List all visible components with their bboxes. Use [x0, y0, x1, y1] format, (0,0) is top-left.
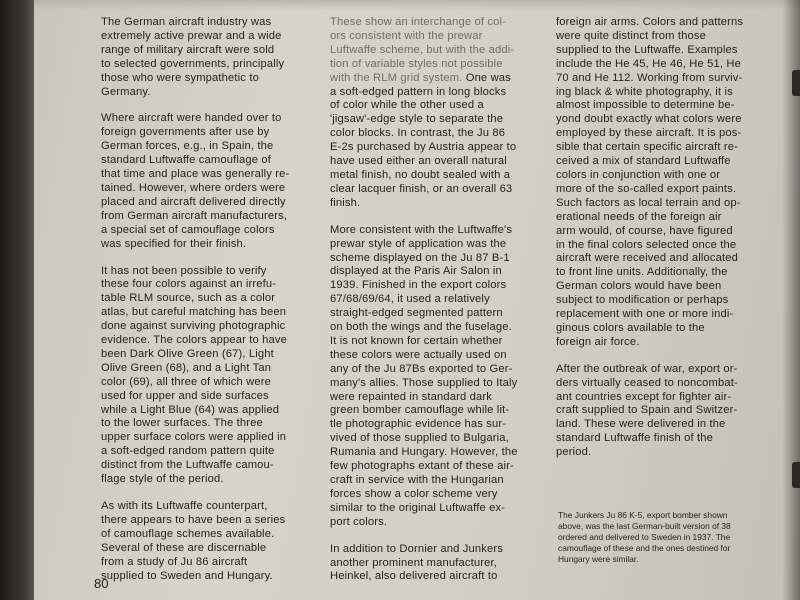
book-binding-edge: [0, 0, 34, 600]
binder-clip-top: [792, 70, 800, 96]
page-top-shadow: [34, 0, 800, 10]
text-column-3: [556, 16, 778, 473]
text-column-1: [101, 16, 315, 596]
col3-paragraph-2: After the outbreak of war, export or- ders virtually ceased to noncombat- ant countries except for fighter air- craft supplied to Spain and Switzer- land. These were delivered in the standard Luftwaffe finish of the period.: [556, 362, 738, 459]
col2-paragraph-2: More consistent with the Luftwaffe's prewar style of application was the scheme displayed on the Ju 87 B-1 displayed at the Paris Air Salon in 1939. Finished in the export colors 67/68/69/64, it used a relatively straight-edged segmented pattern on both the wings and the fuselage. It is not known for certain whether these colors were actually used on any of the Ju 87Bs exported to Ger- many's allies. Those supplied to Italy were repainted in standard dark green bomber camouflage while lit- tle photographic evidence has sur- vived of those supplied to Bulgaria, Rumania and Hungary. However, the few photographs extant of these air- craft in service with the Hungarian forces show a color scheme very similar to the original Luftwaffe ex- port colors.: [330, 223, 518, 528]
page-number: 80: [94, 576, 109, 591]
col2-paragraph-3: In addition to Dornier and Junkers another prominent manufacturer, Heinkel, also delivered aircraft to: [330, 542, 504, 583]
col2-paragraph-1-rest: One was a soft-edged pattern in long blocks of color while the other used a 'jigsaw'-edge style to separate the color blocks. In contrast, the Ju 86 E-2s purchased by Austria appear to have used either an overall natural metal finish, no doubt sealed with a clear lacquer finish, or an overall 63 finish.: [330, 71, 517, 209]
col3-paragraph-1: foreign air arms. Colors and patterns were quite distinct from those supplied to the Luftwaffe. Examples include the He 45, He 46, He 51, He 70 and He 112. Working from surviv- ing black & white photography, it is almost impossible to determine be- yond doubt exactly what colors were employed by these aircraft. It is pos- sible that certain specific aircraft re- ceived a mix of standard Luftwaffe colors in conjunction with one or more of the so-called export paints. Such factors as local terrain and op- erational needs of the foreign air arm would, of course, have figured in the final colors selected once the aircraft were received and allocated to front line units. Additionally, the German colors would have been subject to modification or perhaps replacement with one or more indi- ginous colors available to the foreign air force.: [556, 16, 744, 348]
binder-clip-bottom: [792, 462, 800, 488]
text-column-2: [330, 16, 538, 597]
col2-paragraph-1: [330, 16, 538, 211]
col1-paragraph-3: It has not been possible to verify these four colors against an irrefu- table RLM source, such as a color atlas, but careful matching has been done against surviving photographic evidence. The colors appear to have been Dark Olive Green (67), Light Olive Green (68), and a Light Tan color (69), all three of which were used for upper and side surfaces while a Light Blue (64) was applied to the lower surfaces. The three upper surface colors were applied in a soft-edged random pattern quite distinct from the Luftwaffe camou- flage style of the period.: [101, 264, 288, 486]
col1-paragraph-4: As with its Luftwaffe counterpart, there appears to have been a series of camouflage schemes available. Several of these are discernable from a study of Ju 86 aircraft supplied to Sweden and Hungary.: [101, 500, 286, 582]
photo-caption: The Junkers Ju 86 K-5, export bomber shown above, was the last German-built version of 38 ordered and delivered to Sweden in 1937. The camouflage of these and the ones destined for Hungary were similar.: [558, 510, 731, 564]
col2-faded-text: These show an interchange of col- ors consistent with the prewar Luftwaffe scheme, but with the addi- tion of variable styles not possible with the RLM grid system.: [330, 16, 515, 84]
col1-paragraph-1: The German aircraft industry was extremely active prewar and a wide range of military aircraft were sold to selected governments, principally those who were sympathetic to Germany.: [101, 16, 285, 98]
col1-paragraph-2: Where aircraft were handed over to foreign governments after use by German forces, e.g., in Spain, the standard Luftwaffe camouflage of that time and place was generally re- tained. However, where orders were placed and aircraft delivered directly from German aircraft manufacturers, a special set of camouflage colors was specified for their finish.: [101, 112, 290, 250]
